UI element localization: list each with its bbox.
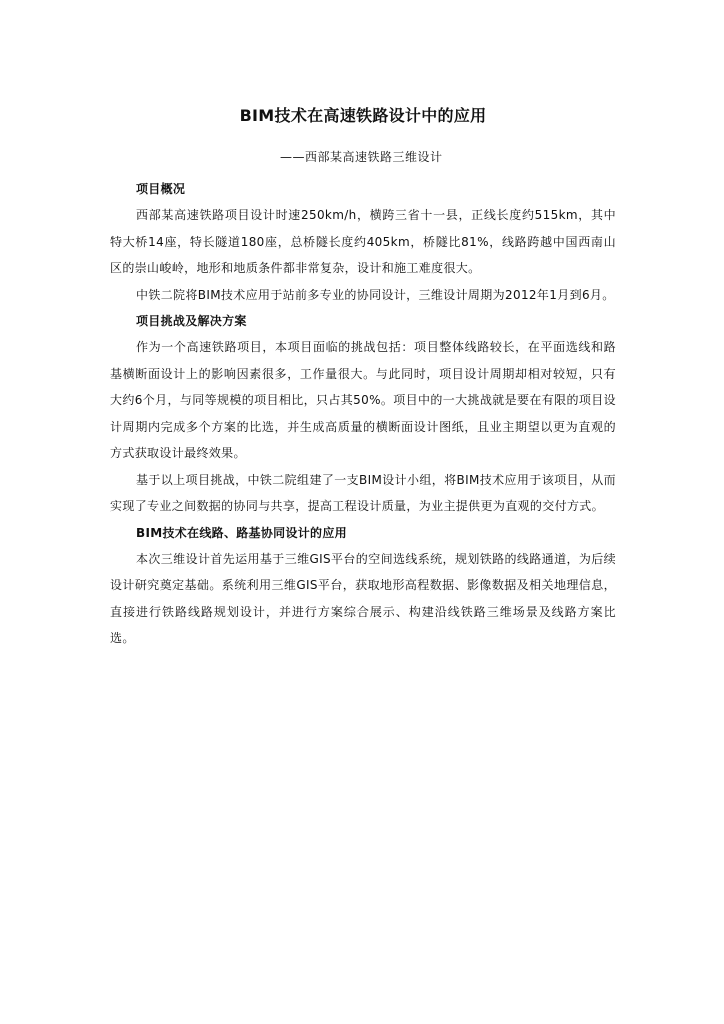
document-body — [110, 104, 616, 652]
paragraph: 本次三维设计首先运用基于三维GIS平台的空间选线系统，规划铁路的线路通道，为后续设计研究奠定基础。系统利用三维GIS平台，获取地形高程数据、影像数据及相关地理信息，直接进行铁路线路规划设计，并进行方案综合展示、构建沿线铁路三维场景及线路方案比选。 — [110, 551, 616, 645]
section-bim-route-subgrade — [110, 520, 616, 652]
paragraph: 西部某高速铁路项目设计时速250km/h，横跨三省十一县，正线长度约515km，其中特大桥14座，特长隧道180座，总桥隧长度约405km，桥隧比81%，线路跨越中国西南山区的崇山峻岭，地形和地质条件都非常复杂，设计和施工难度很大。 — [110, 208, 616, 275]
section-challenges-solutions — [110, 308, 616, 520]
document-subtitle: ——西部某高速铁路三维设计 — [280, 150, 443, 164]
section-heading: BIM技术在线路、路基协同设计的应用 — [136, 525, 347, 540]
document-title: BIM技术在高速铁路设计中的应用 — [239, 106, 487, 125]
paragraph: 作为一个高速铁路项目，本项目面临的挑战包括：项目整体线路较长，在平面选线和路基横断面设计上的影响因素很多，工作量很大。与此同时，项目设计周期却相对较短，只有大约6个月，与同等规模的项目相比，只占其50%。项目中的一大挑战就是要在有限的项目设计周期内完成多个方案的比选，并生成高质量的横断面设计图纸，且业主期望以更为直观的方式获取设计最终效果。 — [110, 340, 616, 460]
section-heading: 项目挑战及解决方案 — [136, 314, 247, 328]
paragraph: 中铁二院将BIM技术应用于站前多专业的协同设计，三维设计周期为2012年1月到6月。 — [136, 287, 615, 302]
paragraph: 基于以上项目挑战，中铁二院组建了一支BIM设计小组，将BIM技术应用于该项目，从而实现了专业之间数据的协同与共享，提高工程设计质量，为业主提供更为直观的交付方式。 — [110, 472, 616, 513]
section-heading: 项目概况 — [136, 182, 186, 196]
section-project-overview — [110, 176, 616, 308]
